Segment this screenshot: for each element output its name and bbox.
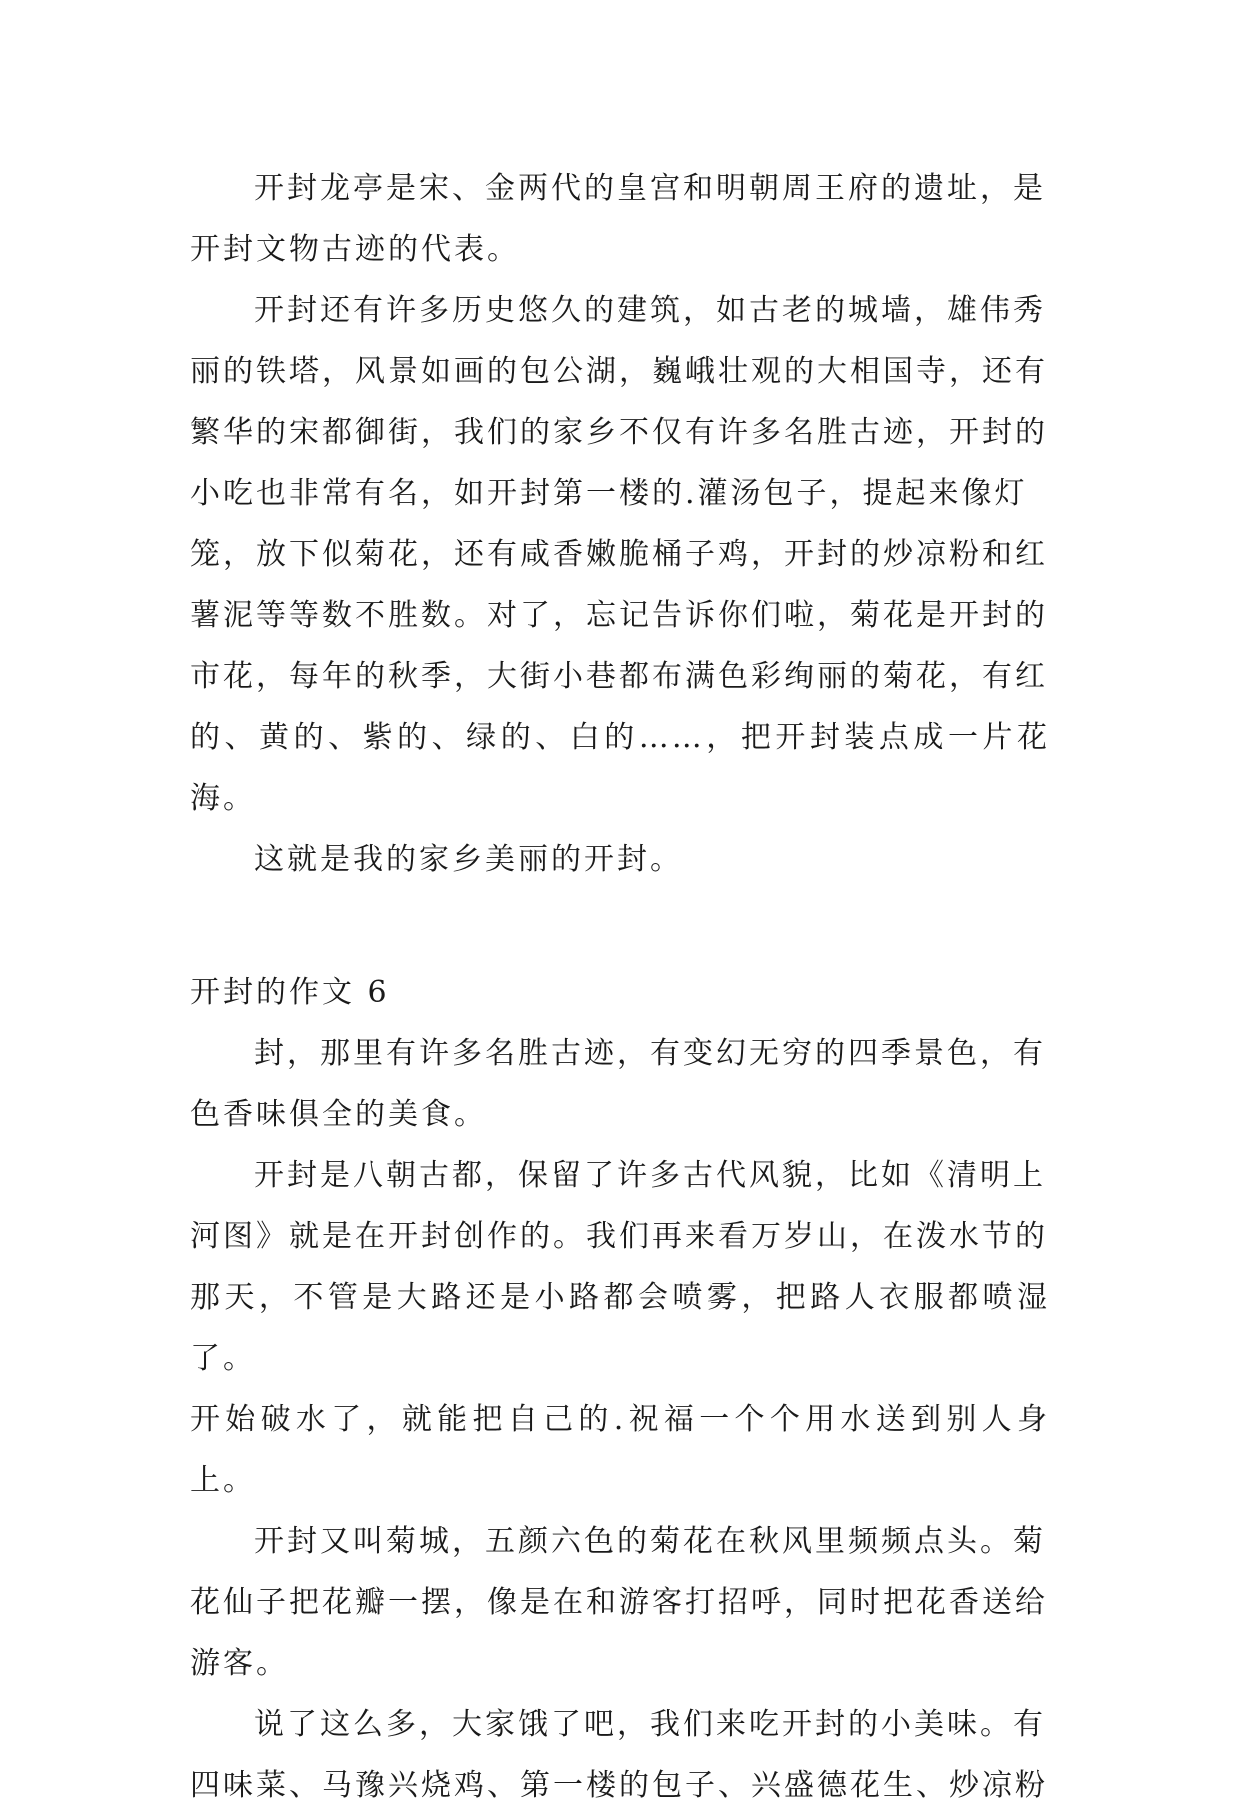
- text-line: 封，那里有许多名胜古迹，有变幻无穷的四季景色，有: [254, 1036, 1046, 1071]
- text-line: 笼，放下似菊花，还有咸香嫩脆桶子鸡，开封的炒凉粉和红: [190, 537, 1048, 572]
- text-line: 游客。: [190, 1646, 289, 1681]
- text-line: 市花，每年的秋季，大街小巷都布满色彩绚丽的菊花，有红: [190, 659, 1048, 694]
- paragraph: [190, 1145, 1050, 1511]
- text-line: 丽的铁塔，风景如画的包公湖，巍峨壮观的大相国寺，还有: [190, 354, 1048, 389]
- text-line: 小吃也非常有名，如开封第一楼的.灌汤包子，提起来像灯: [190, 476, 1028, 511]
- section-a: [190, 158, 1050, 890]
- paragraph: [190, 1023, 1050, 1145]
- paragraph: [190, 280, 1050, 829]
- paragraph: [190, 1511, 1050, 1694]
- document-page: [190, 158, 1050, 1816]
- text-line: 开封龙亭是宋、金两代的皇宫和明朝周王府的遗址，是: [254, 171, 1046, 206]
- text-line: 开封又叫菊城，五颜六色的菊花在秋风里频频点头。菊: [254, 1524, 1046, 1559]
- section-spacer: [190, 890, 1050, 962]
- section-b: [190, 962, 1050, 1816]
- paragraph: [190, 829, 1050, 890]
- text-line: 色香味俱全的美食。: [190, 1097, 487, 1132]
- text-line: 说了这么多，大家饿了吧，我们来吃开封的小美味。有: [254, 1707, 1046, 1742]
- text-line: 花仙子把花瓣一摆，像是在和游客打招呼，同时把花香送给: [190, 1585, 1048, 1620]
- text-line: 开封还有许多历史悠久的建筑，如古老的城墙，雄伟秀: [254, 293, 1046, 328]
- text-line: 薯泥等等数不胜数。对了，忘记告诉你们啦，菊花是开封的: [190, 598, 1048, 633]
- text-line: 开封文物古迹的代表。: [190, 232, 520, 267]
- text-line: 开始破水了，就能把自己的.祝福一个个用水送到别人身上。: [190, 1402, 1050, 1498]
- text-line: 的、黄的、紫的、绿的、白的……，把开封装点成一片花海。: [190, 720, 1050, 816]
- text-line: 开封是八朝古都，保留了许多古代风貌，比如《清明上: [254, 1158, 1046, 1193]
- text-line: 那天，不管是大路还是小路都会喷雾，把路人衣服都喷湿了。: [190, 1280, 1050, 1376]
- text-line: 繁华的宋都御街，我们的家乡不仅有许多名胜古迹，开封的: [190, 415, 1048, 450]
- paragraph: [190, 158, 1050, 280]
- section-heading: 开封的作文 6: [190, 975, 390, 1010]
- text-line: 这就是我的家乡美丽的开封。: [254, 842, 683, 877]
- text-line: 四味菜、马豫兴烧鸡、第一楼的包子、兴盛德花生、炒凉粉: [190, 1768, 1048, 1803]
- paragraph: [190, 1694, 1050, 1816]
- text-line: 河图》就是在开封创作的。我们再来看万岁山，在泼水节的: [190, 1219, 1048, 1254]
